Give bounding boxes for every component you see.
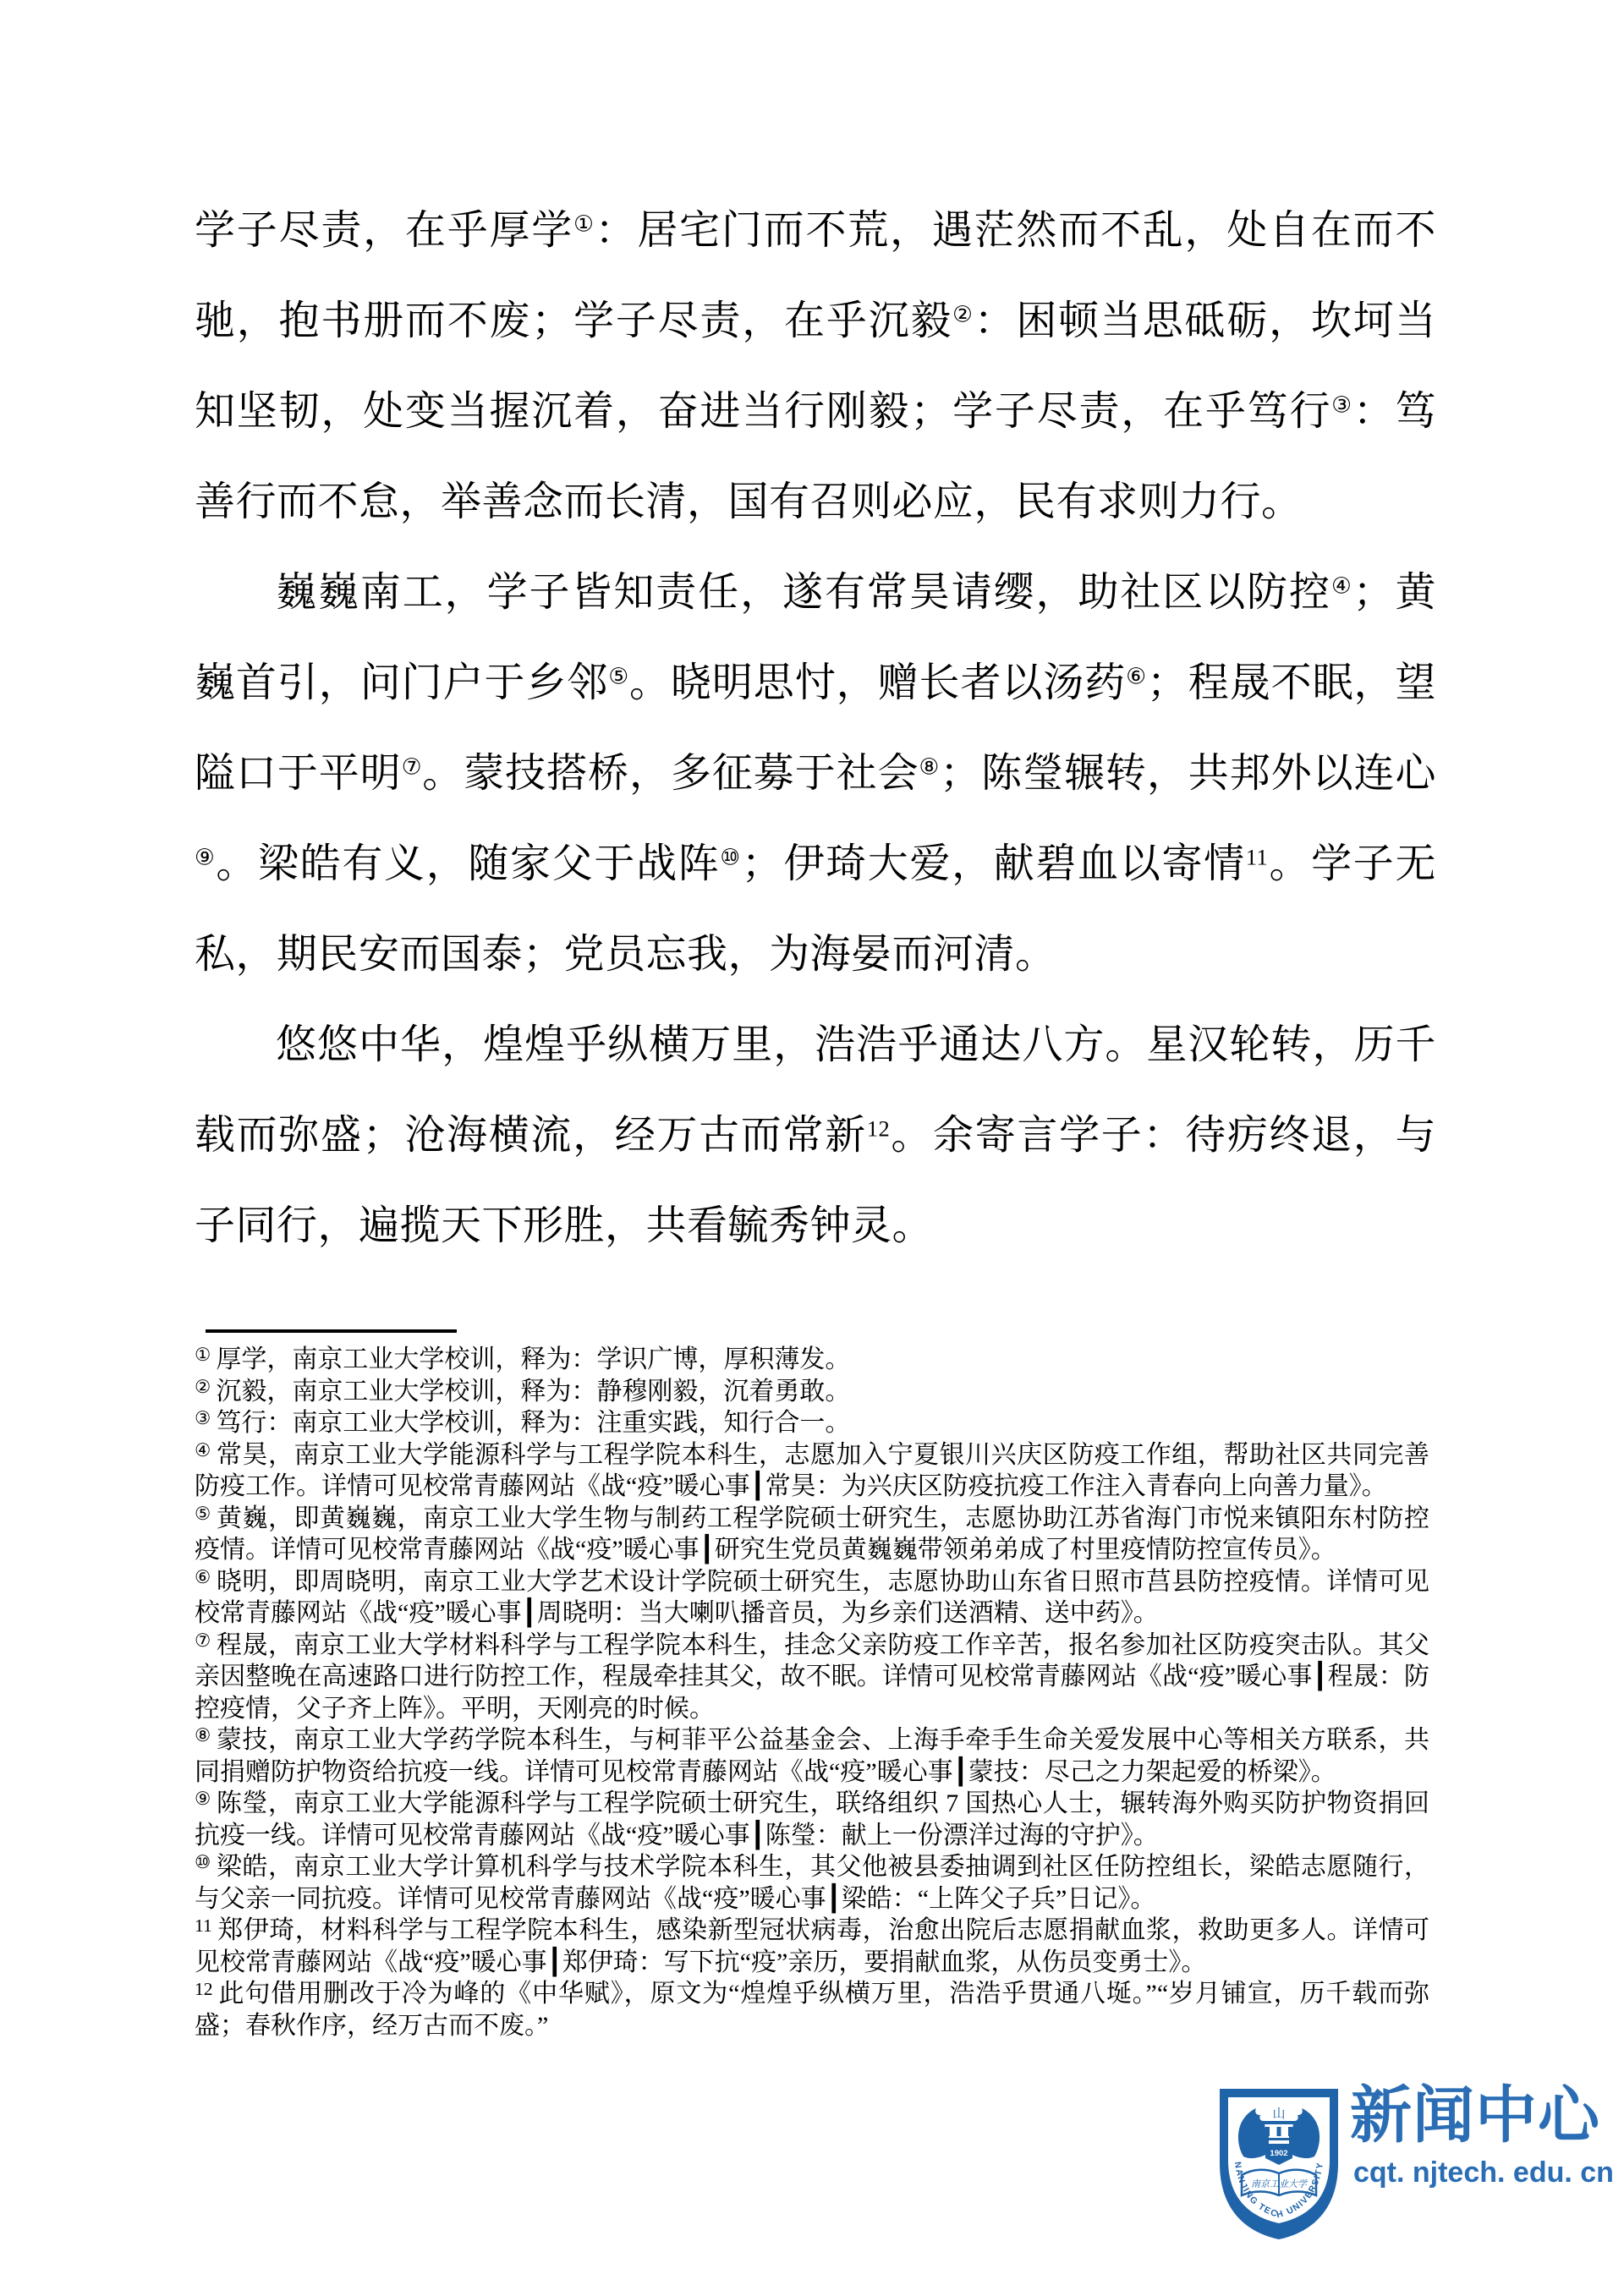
footnote-reference: 11 [1245,844,1269,870]
footnote-reference: ⑤ [608,663,629,689]
footnote-item: ⑥ 晓明，即周晓明，南京工业大学艺术设计学院硕士研究生，志愿协助山东省日照市莒县防控疫情。详情可见校常青藤网站《战“疫”暖心事┃周晓明：当大喇叭播音员，为乡亲们送酒精、送中药》。 [195,1566,1430,1627]
footnote-item: ① 厚学，南京工业大学校训，释为：学识广博，厚积薄发。 [195,1345,851,1373]
seal-university-en-arc: NANJING TECH UNIVERSITY [1232,2161,1326,2221]
footnote-reference: ⑧ [919,753,941,780]
footnote-marker: 11 [195,1915,212,1937]
footnote-marker: ④ [195,1439,211,1460]
footnote-reference: ⑩ [720,844,742,870]
footnote-item: ④ 常昊，南京工业大学能源科学与工程学院本科生，志愿加入宁夏银川兴庆区防疫工作组，帮助社区共同完善防疫工作。详情可见校常青藤网站《战“疫”暖心事┃常昊：为兴庆区防疫抗疫工作注入青春向上向善力量》。 [195,1439,1430,1500]
footnote-marker: 12 [195,1979,213,2000]
founding-year-label: 1902 [1270,2149,1288,2158]
footnote-reference: ⑥ [1126,663,1147,689]
footnote-separator-rule [206,1329,457,1333]
footnote-reference: ② [952,301,974,327]
footnote-marker: ⑤ [195,1503,211,1524]
footnote-marker: ⑩ [195,1852,211,1873]
body-paragraph: 学子尽责，在乎厚学①：居宅门而不荒，遇茫然而不乱，处自在而不驰，抱书册而不废；学子尽责，在乎沉毅②：困顿当思砥砺，坎坷当知坚韧，处变当握沉着，奋进当行刚毅；学子尽责，在乎笃行③：笃善行而不怠，举善念而长清，国有召则必应，民有求则力行。 [195,208,1436,524]
footnote-marker: ② [195,1376,211,1397]
footnote-item: ② 沉毅，南京工业大学校训，释为：静穆刚毅，沉着勇敢。 [195,1376,851,1406]
footnote-reference: ⑦ [401,753,423,780]
footnote-reference: ① [573,211,595,237]
footnote-marker: ⑧ [195,1725,211,1746]
footnote-marker: ① [195,1345,211,1366]
footnote-reference: ⑨ [195,844,217,870]
footnote-marker: ③ [195,1408,211,1429]
main-text [195,185,1436,1271]
footnote-item: ③ 笃行：南京工业大学校训，释为：注重实践，知行合一。 [195,1408,851,1437]
footnote-reference: ③ [1331,392,1353,418]
footnote-marker: ⑥ [195,1566,211,1587]
news-center-url: cqt. njtech. edu. cn [1353,2156,1614,2189]
footnote-item: ⑨ 陈瑩，南京工业大学能源科学与工程学院硕士研究生，联络组织 7 国热心人士，辗转海外购买防护物资捐回抗疫一线。详情可见校常青藤网站《战“疫”暖心事┃陈瑩：献上一份漂洋过海的守护》。 [195,1789,1430,1849]
footnote-item: ⑦ 程晟，南京工业大学材料科学与工程学院本科生，挂念父亲防疫工作辛苦，报名参加社区防疫突击队。其父亲因整晚在高速路口进行防控工作，程晟牵挂其父，故不眠。详情可见校常青藤网站《战“疫”暖心事┃程晟：防控疫情，父子齐上阵》。平明，天刚亮的时候。 [195,1630,1430,1723]
footnote-marker: ⑨ [195,1789,211,1810]
footnote-item: ⑩ 梁皓，南京工业大学计算机科学与技术学院本科生，其父他被县委抽调到社区任防控组长，梁皓志愿随行，与父亲一同抗疫。详情可见校常青藤网站《战“疫”暖心事┃梁皓：“上阵父子兵”日记》。 [195,1852,1430,1913]
footnote-reference: 12 [866,1115,891,1142]
university-seal-icon [1215,2082,1343,2243]
seal-university-cn-label: 南京工业大学 [1251,2179,1307,2189]
footnote-item: $^{11}$ 郑伊琦，材料科学与工程学院本科生，感染新型冠状病毒，治愈出院后志愿捐献血浆，救助更多人。详情可见校常青藤网站《战“疫”暖心事┃郑伊琦：写下抗“疫”亲历，要捐献血浆，从伤员变勇士》。 [195,1915,1429,1976]
seal-mountain-mark: 山 [1272,2107,1286,2121]
body-paragraph: 巍巍南工，学子皆知责任，遂有常昊请缨，助社区以防控④；黄巍首引，问门户于乡邻⑤。晓明思忖，赠长者以汤药⑥；程晟不眠，望隘口于平明⑦。蒙技搭桥，多征募于社会⑧；陈瑩辗转，共邦外以连心⑨。梁皓有义，随家父于战阵⑩；伊琦大爱，献碧血以寄情$^{11}$。学子无私，期民安而国泰；党员忘我，为海晏而河清。 [195,570,1436,977]
body-paragraph: 悠悠中华，煌煌乎纵横万里，浩浩乎通达八方。星汉轮转，历千载而弥盛；沧海横流，经万古而常新$^{12}$。余寄言学子：待疠终退，与子同行，遍揽天下形胜，共看毓秀钟灵。 [195,1022,1436,1248]
footnotes-list [195,1344,1429,2041]
footnote-marker: ⑦ [195,1630,211,1651]
footnote-item: $^{12}$ 此句借用删改于冷为峰的《中华赋》，原文为“煌煌乎纵横万里，浩浩乎贯通八埏。”“岁月铺宣，历千载而弥盛；春秋作序，经万古而不废。” [195,1979,1429,2040]
footnote-reference: ④ [1330,573,1353,599]
footnote-item: ⑤ 黄巍，即黄巍巍，南京工业大学生物与制药工程学院硕士研究生，志愿协助江苏省海门市悦来镇阳东村防控疫情。详情可见校常青藤网站《战“疫”暖心事┃研究生党员黄巍巍带领弟弟成了村里疫情防控宣传员》。 [195,1503,1430,1564]
footnote-item: ⑧ 蒙技，南京工业大学药学院本科生，与柯菲平公益基金会、上海手牵手生命关爱发展中心等相关方联系，共同捐赠防护物资给抗疫一线。详情可见校常青藤网站《战“疫”暖心事┃蒙技：尽己之力架起爱的桥梁》。 [195,1725,1430,1786]
news-center-title: 新闻中心 [1350,2081,1600,2150]
